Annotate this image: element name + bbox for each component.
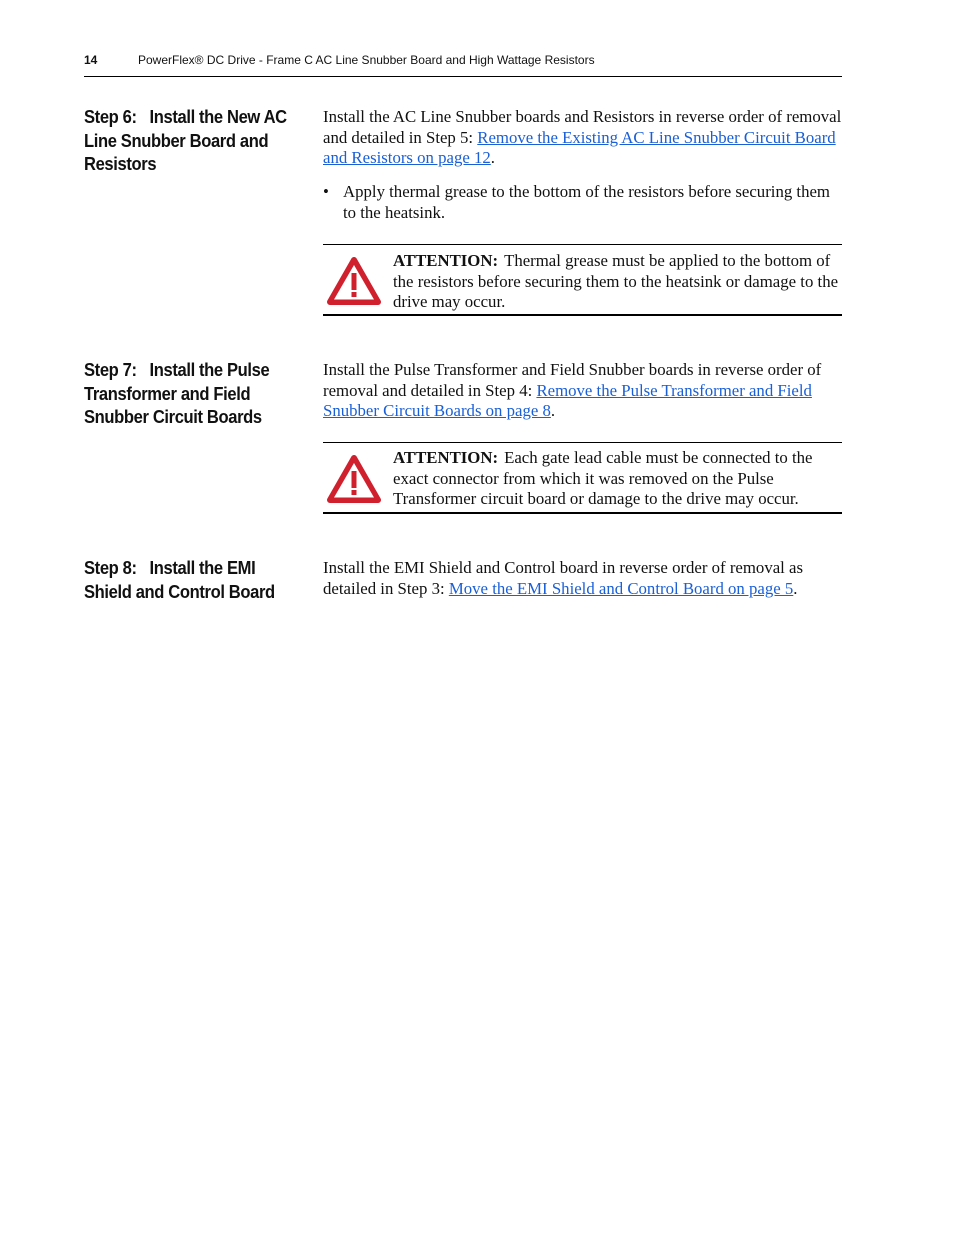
step6-attention-label: ATTENTION: (393, 251, 499, 270)
step7-attention-body: Each gate lead cable must be connected to the exact connector from which it was removed on the Pulse Transformer circuit board or damage to the drive may occur. (393, 448, 813, 508)
page-header (84, 52, 842, 77)
step7-attention-text (393, 448, 840, 510)
step8-intro: Install the EMI Shield and Control board in reverse order of removal as detailed in Step 3: (323, 558, 803, 598)
step6-heading (84, 106, 288, 177)
step8-paragraph (323, 558, 843, 599)
step6-title: Install the New AC Line Snubber Board and Resistors (84, 107, 287, 174)
step6-attention-body: Thermal grease must be applied to the bottom of the resistors before securing them to the heatsink or damage to the drive may occur. (393, 251, 839, 311)
step6-bullet-text: Apply thermal grease to the bottom of the resistors before securing them to the heatsink. (343, 182, 830, 222)
step7-attention-label: ATTENTION: (393, 448, 499, 467)
step7-period: . (550, 401, 556, 420)
warning-triangle-icon (327, 455, 381, 503)
step6-bullet (323, 182, 843, 223)
step8-period: . (793, 578, 798, 598)
step7-intro: Install the Pulse Transformer and Field Snubber boards in reverse order of removal and detailed in Step 4: (323, 360, 822, 400)
step7-label: Step 7: (84, 360, 137, 380)
step6-attention-text (393, 251, 840, 313)
step6-intro: Install the AC Line Snubber boards and Resistors in reverse order of removal and detailed in Step 5: (323, 107, 842, 147)
document-title: PowerFlex® DC Drive - Frame C AC Line Snubber Board and High Wattage Resistors (138, 53, 595, 67)
step6-label: Step 6: (84, 107, 137, 127)
page-number: 14 (84, 53, 98, 67)
step7-attention-box (323, 442, 842, 514)
step6-period: . (490, 148, 495, 167)
warning-triangle-icon (327, 257, 381, 305)
step8-title: Install the EMI Shield and Control Board (84, 558, 275, 602)
step6-link[interactable]: Remove the Existing AC Line Snubber Circuit Board and Resistors on page 12 (323, 127, 836, 167)
step7-link[interactable]: Remove the Pulse Transformer and Field Snubber Circuit Boards on page 8 (323, 380, 812, 420)
step8-link[interactable]: Move the EMI Shield and Control Board on page 5 (448, 578, 794, 598)
step8-heading (84, 557, 288, 604)
step6-paragraph (323, 107, 843, 169)
step7-title: Install the Pulse Transformer and Field Snubber Circuit Boards (84, 360, 270, 427)
bullet-glyph: • (323, 182, 329, 201)
step7-heading (84, 359, 288, 430)
step7-paragraph (323, 360, 843, 422)
step6-attention-box (323, 244, 842, 316)
step8-label: Step 8: (84, 558, 137, 578)
